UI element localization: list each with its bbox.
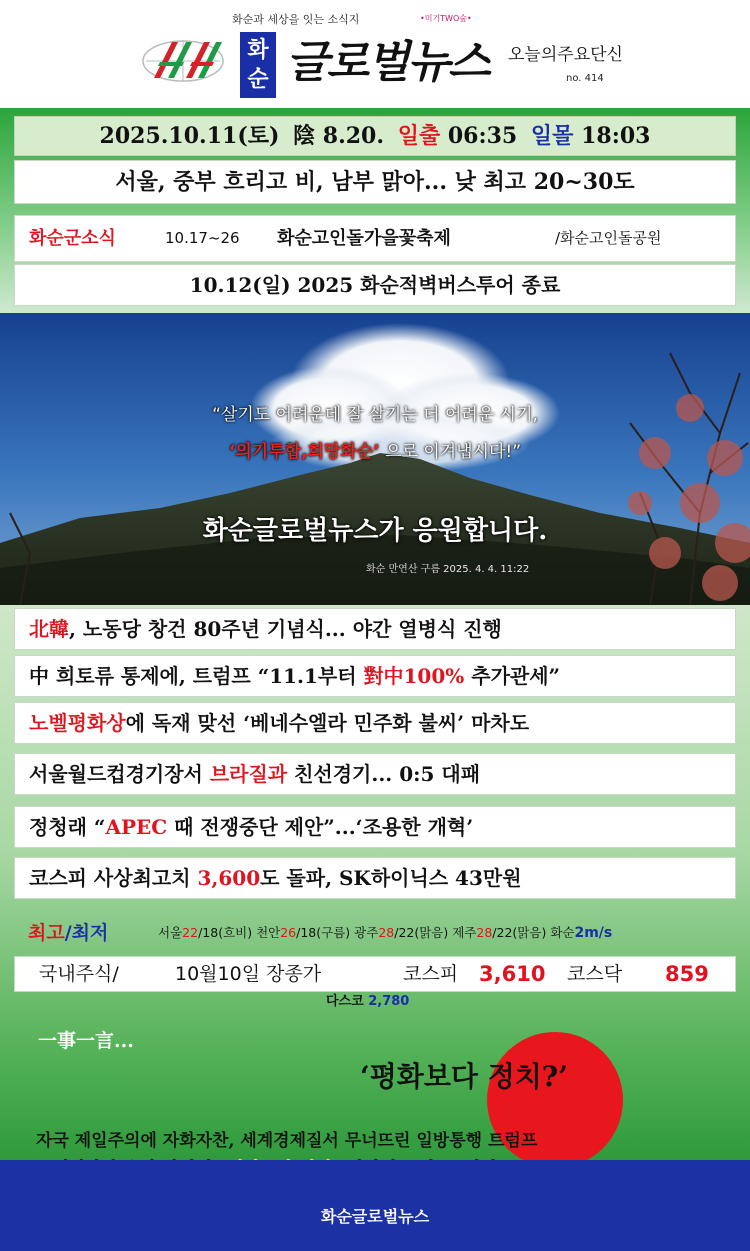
temperature-values: 서울22/18(흐비) 천안26/18(구름) 광주28/22(맑음) 제주28/22(맑음) 화순2m/s [158, 925, 613, 941]
news-item-text: 코스피 사상최고치 [29, 866, 198, 890]
hh-logo-icon [138, 34, 228, 84]
sunrise-label: 일출 [397, 123, 441, 149]
column-line-1: 자국 제일주의에 자화자찬, 세계경제질서 무너뜨린 일방통행 트럼프 [36, 1131, 538, 1151]
news-item-highlight: 對中100% [363, 664, 465, 688]
news-item[interactable] [14, 857, 736, 899]
temperature-label [28, 913, 108, 953]
brand-box-char: 화 [247, 38, 269, 63]
issue-number: no. 414 [566, 73, 604, 84]
temp-label-sep: / [64, 922, 72, 944]
brand-box-char: 순 [247, 67, 269, 92]
date: 2025.10.11(토) [99, 123, 280, 149]
weather-headline: 서울, 중부 흐리고 비, 남부 맑아... 낮 최고 20~30도 [14, 160, 736, 204]
news-item[interactable] [14, 753, 736, 795]
kospi-value: 3,610 [479, 962, 546, 986]
column-title: ‘평화보다 정치?’ [360, 1060, 568, 1093]
stock-date: 10월10일 장종가 [175, 963, 322, 985]
city-low: 22 [398, 925, 415, 940]
kosdaq-label: 코스닥 [567, 963, 623, 985]
city-name: 서울 [158, 925, 183, 940]
lunar-prefix: 陰 [293, 123, 316, 149]
nasdaq-value: 2,780 [368, 994, 410, 1009]
city-low: 18 [300, 925, 317, 940]
news-item-text: 정청래 “ [29, 815, 106, 839]
kosdaq-value: 859 [665, 962, 709, 986]
county-event-date: 10.17~26 [165, 229, 240, 247]
footer-brand[interactable]: 화순글로벌뉴스 [320, 1207, 430, 1226]
news-item-text: 서울월드컵경기장서 [29, 762, 210, 786]
city-high: 28 [378, 925, 395, 940]
sunrise-time: 06:35 [447, 123, 518, 149]
city-name: 광주 [354, 925, 379, 940]
city-cond: (구름) [316, 925, 351, 940]
quote-line-1: “살기도 어려운데 잘 살기는 더 어려운 시기, [212, 405, 538, 425]
county-news [14, 215, 736, 262]
news-item-highlight: 3,600 [197, 866, 261, 890]
quote-highlight: ‘의기투합,희망화순’ [228, 442, 380, 462]
nasdaq [326, 990, 409, 1009]
city-high: 26 [280, 925, 297, 940]
news-item-text: 때 전쟁중단 제안”...‘조용한 개혁’ [167, 815, 474, 839]
county-event-name: 화순고인돌가을꽃축제 [277, 228, 451, 249]
news-item-highlight: APEC [105, 815, 168, 839]
news-item[interactable] [14, 655, 736, 697]
county-event-place: /화순고인돌공원 [555, 229, 662, 247]
lunar-date: 8.20. [322, 123, 385, 149]
page-title: 오늘의주요단신 [508, 45, 623, 65]
temperature-row [14, 913, 736, 953]
support-message: 화순글로벌뉴스가 응원합니다. [202, 516, 548, 546]
city-high: 22 [182, 925, 199, 940]
city-cond: (맑음) [414, 925, 449, 940]
news-item-text: 친선경기... 0:5 대패 [287, 762, 481, 786]
city-high: 28 [476, 925, 493, 940]
news-item-highlight: 北韓 [29, 617, 69, 641]
city-cond: (흐비) [218, 925, 253, 940]
second-event: 10.12(일) 2025 화순적벽버스투어 종료 [14, 264, 736, 306]
kospi-label: 코스피 [403, 963, 459, 985]
county-news-label: 화순군소식 [29, 228, 116, 249]
city-low: 18 [202, 925, 219, 940]
city-low: 22 [496, 925, 513, 940]
city-name: 제주 [452, 925, 477, 940]
brand-box [240, 32, 276, 98]
sunset-time: 18:03 [581, 123, 651, 149]
quote-line-2 [0, 437, 750, 462]
news-item-text: 추가관세” [464, 664, 561, 688]
date-bar [14, 116, 736, 156]
news-item-text: 中 희토류 통제에, 트럼프 “11.1부터 [29, 664, 364, 688]
wind-city: 화순 [550, 925, 575, 940]
news-item-highlight: 브라질과 [209, 762, 288, 786]
city-cond: (맑음) [512, 925, 547, 940]
photo-caption: 화순 만연산 구름 2025. 4. 4. 11:22 [366, 564, 530, 575]
nasdaq-label: 다스코 [326, 994, 364, 1009]
news-item-text: 에 독재 맞선 ‘베네수엘라 민주화 불씨’ 마차도 [125, 711, 530, 735]
news-item-highlight: 노벨평화상 [29, 711, 126, 735]
news-item-text: 도 돌파, SK하이닉스 43만원 [260, 866, 522, 890]
brand-tagline-sub: •미기TWO숲• [420, 14, 472, 23]
news-item[interactable] [14, 702, 736, 744]
news-item[interactable] [14, 806, 736, 848]
quote-line-2-rest: 으로 이겨냅시다!” [379, 442, 522, 462]
news-item-text: , 노동당 창건 80주년 기념식... 야간 열병식 진행 [69, 617, 502, 641]
news-item[interactable] [14, 608, 736, 650]
city-name: 천안 [256, 925, 281, 940]
temp-label-high: 최고 [28, 922, 65, 944]
stock-box [14, 956, 736, 992]
sunset-label: 일몰 [530, 123, 574, 149]
stock-label: 국내주식/ [39, 963, 119, 985]
wind-speed: 2m/s [574, 925, 613, 941]
brand-tagline: 화순과 세상을 잇는 소식지 [232, 13, 360, 26]
column-label: 一事一言... [38, 1030, 134, 1052]
brand-script: 글로벌뉴스 [286, 37, 489, 88]
temp-label-low: 최저 [71, 922, 109, 944]
